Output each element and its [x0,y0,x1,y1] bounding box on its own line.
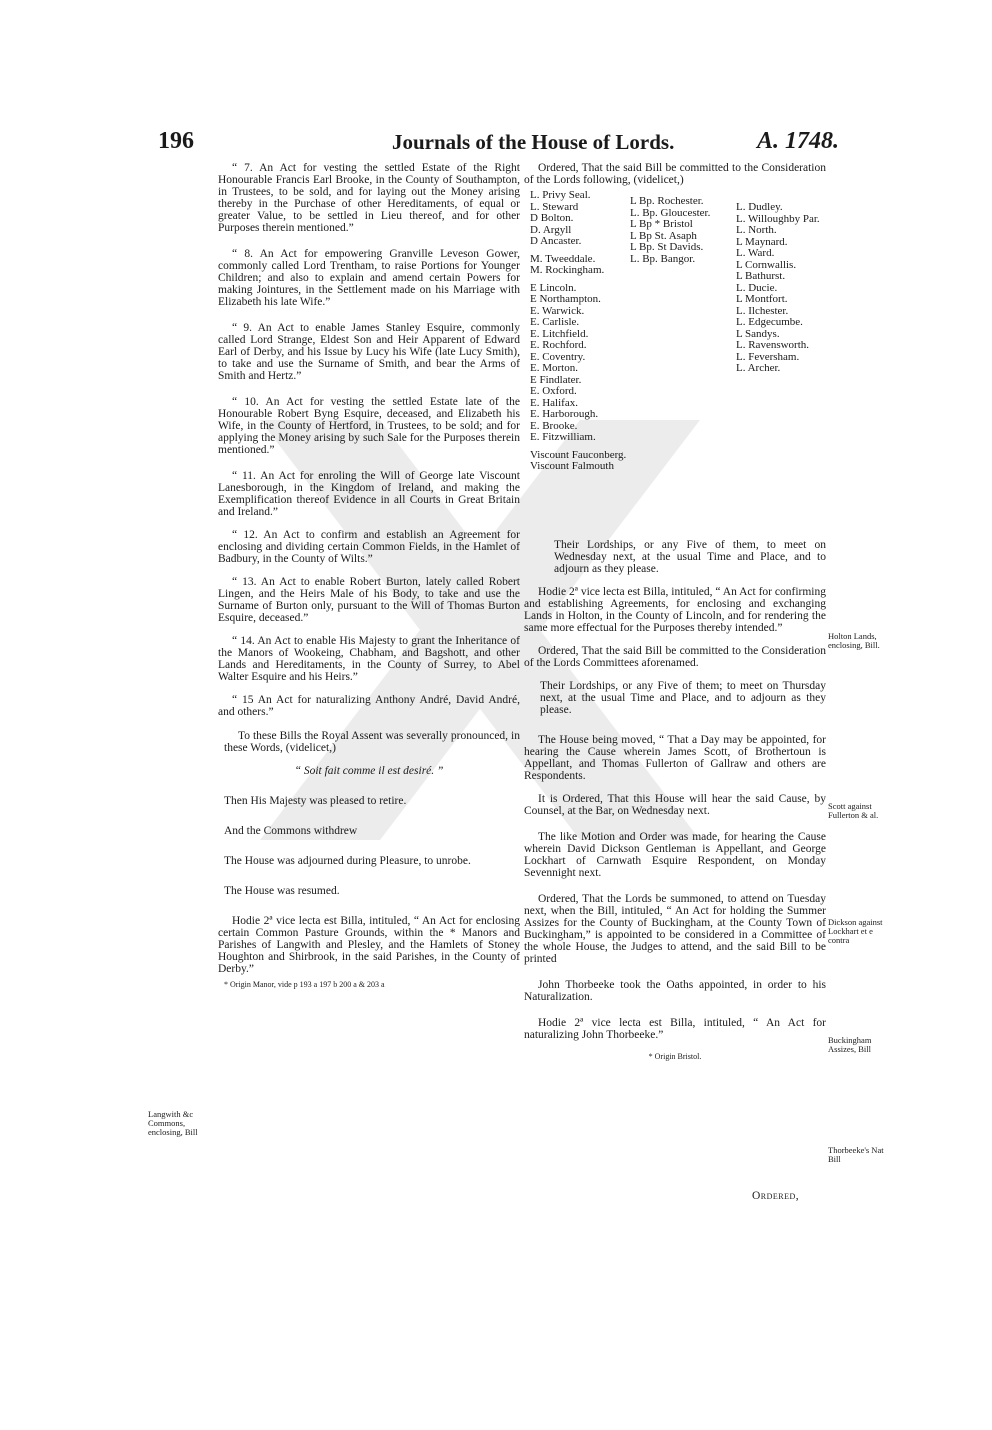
bill-8: “ 8. An Act for empowering Granville Leveson Gower, commonly called Lord Trentham, to raise Portions for Younger Children; and also to explain and amend certain Powers for making Jointures, in the Settlement made on his Marriage with Elizabeth his late Wife.” [218,248,520,308]
lord-name: D Ancaster. [530,235,582,247]
bill-14: “ 14. An Act to enable His Majesty to grant the Inheritance of the Manors of Wookeing, Chabham, and Bagshott, and other Lands and Hereditaments, in the County of Surrey, to Abel Walter Esquire and his Heirs.” [218,635,520,683]
lord-name: L. Willoughby Par. [736,212,820,225]
lord-name: L. North. [736,224,777,236]
lord-name: L. Archer. [736,362,781,374]
langwith-bill: Hodie 2ª vice lecta est Billa, intituled, “ An Act for enclosing certain Common Pasture Grounds, within the * Manors and Parishes of Langwith and Plesley, and the Hamlets of Stoney Houghton and Shirbrook, in the said Parishes, in the County of Derby.” [218,915,520,975]
lord-name: E. Carlisle. [530,316,580,328]
motion-dickson: The like Motion and Order was made, for hearing the Cause wherein David Dickson Gentleman is Appellant, and George Lockhart of Carnwath Esquire Respondent, on Monday Sevennight next. [524,831,826,879]
lord-name: L. Edgecumbe. [736,316,803,328]
commons-withdrew: And the Commons withdrew [224,825,358,837]
ordered-committee-2: Ordered, That the said Bill be committed to the Consideration of the Lords Committees aforenamed. [524,645,826,669]
ordered-summon-lords: Ordered, That the Lords be summoned, to attend on Tuesday next, when the Bill, intituled, “ An Act for holding the Summer Assizes for the County of Buckingham, at the County Town of Buckingham,” is appointed to be considered in a Committee of the whole House, the Judges to attend, and the said Bill to be printed [524,893,826,965]
lord-name: L Bp. St Davids. [630,241,704,253]
lords-list-col-1 [530,190,640,473]
bill-11: “ 11. An Act for enroling the Will of George late Viscount Lanesborough, in the Kingdom of Ireland, and making the Exemplification thereof Evidence in all Courts in Great Britain and Ireland.” [218,470,520,518]
margin-note-langwith: Langwith &c Commons, enclosing, Bill [148,1109,198,1137]
lord-name: Viscount Fauconberg. [530,448,627,461]
right-column [524,162,826,1061]
motion-scott: The House being moved, “ That a Day may be appointed, for hearing the Cause wherein James Scott, of Brothertoun is Appellant, and Thomas Fullerton of Gallraw and others are Respondents. [524,734,826,782]
ordered-committee: Ordered, That the said Bill be committed to the Consideration of the Lords following, (videlicet,) [524,162,826,186]
right-footnote: * Origin Bristol. [648,1052,702,1061]
left-footnote: * Origin Manor, vide p 193 a 197 b 200 a & 203 a [224,980,385,989]
lord-name: L Bp * Bristol [630,218,693,230]
lord-name: E. Litchfield. [530,327,589,340]
lord-name: E. Oxford. [530,385,577,397]
lord-name: E. Coventry. [530,350,586,363]
lord-name: L. Ravensworth. [736,339,810,351]
page-title: Journals of the House of Lords. [392,130,675,154]
thorbeeke-oaths: John Thorbeeke took the Oaths appointed, in order to his Naturalization. [524,979,826,1003]
lord-name: E Northampton. [530,293,601,305]
thorbeeke-bill: Hodie 2ª vice lecta est Billa, intituled, “ An Act for naturalizing John Thorbeeke.” [524,1017,826,1041]
bill-7: “ 7. An Act for vesting the settled Estate of the Right Honourable Francis Earl Brooke, in the County of Southampton, in Trustees, to be sold, and for laying out the Money arising thereby in the Purchase of other Hereditaments, of equal or greater Value, to be settled in Lieu thereof, and for other Purposes therein mentioned.” [218,162,520,234]
bill-9: “ 9. An Act to enable James Stanley Esquire, commonly called Lord Strange, Eldest Son and Heir Apparent of Edward Earl of Derby, and his Issue by Lucy his Wife (late Lucy Smith), to take and use the Surname of Smith, and bear the Arms of Smith and Hertz.” [218,322,520,382]
margin-note-holton: Holton Lands, enclosing, Bill. [828,631,880,650]
lord-name: L Bathurst. [736,270,786,282]
meet-thursday: Their Lordships, or any Five of them; to meet on Thursday next, at the usual Time and Place, and to adjourn as they please. [540,680,826,716]
lord-name: D. Argyll [530,223,572,236]
lord-name: L. Dudley. [736,201,783,213]
lord-name: L. Bp. Bangor. [630,252,696,265]
bill-10: “ 10. An Act for vesting the settled Estate late of the Honourable Robert Byng Esquire, deceased, and Elizabeth his Wife, in the County of Hertford, in Trustees, to be sold; and for applying the Money arising by such Sale for the Purposes therein mentioned.” [218,396,520,456]
lord-name: L Sandys. [736,327,780,340]
lord-name: M. Rockingham. [530,264,605,276]
lord-name: E. Halifax. [530,396,578,409]
lord-name: L Maynard. [736,235,788,248]
royal-assent-words: “ Soit fait comme il est desiré. ” [294,765,444,777]
lord-name: L. Ward. [736,247,775,259]
lord-name: E Findlater. [530,373,582,386]
margin-note-dickson: Dickson against Lockhart et e contra [828,917,883,945]
lord-name: L. Ducie. [736,281,778,294]
lord-name: E. Fitzwilliam. [530,431,596,443]
house-adjourned: The House was adjourned during Pleasure, to unrobe. [224,855,471,867]
lord-name: Viscount Falmouth [530,460,614,472]
lord-name: L. Privy Seal. [530,189,591,201]
lord-name: L Bp St. Asaph [630,229,697,242]
lord-name: L. Bp. Gloucester. [630,206,711,219]
lords-list-col-2 [630,196,740,265]
left-column [218,162,520,989]
lord-name: D Bolton. [530,212,574,224]
lord-name: M. Tweeddale. [530,252,596,265]
lord-name: L Cornwallis. [736,258,797,271]
bill-13: “ 13. An Act to enable Robert Burton, lately called Robert Lingen, and the Heirs Male of his Body, to take and use the Surname of Burton only, pursuant to the Will of Thomas Burton Esquire, deceased.” [218,576,520,624]
lords-committee-list [524,190,826,533]
page-number: 196 [158,128,194,154]
bill-12: “ 12. An Act to confirm and establish an Agreement for enclosing and dividing certain Common Fields, in the Hamlet of Badbury, in the County of Wilts.” [218,529,520,565]
margin-note-thorbeeke: Thorbeeke's Nat Bill [828,1145,884,1164]
lord-name: L. Ilchester. [736,304,789,317]
lord-name: L. Feversham. [736,350,800,363]
page-header [0,128,992,162]
lord-name: L. Steward [530,200,579,213]
ordered-hear-cause: It is Ordered, That this House will hear the said Cause, by Counsel, at the Bar, on Wednesday next. [524,793,826,817]
margin-note-scott: Scott against Fullerton & al. [828,801,879,820]
house-resumed: The House was resumed. [224,885,340,897]
lord-name: L Montfort. [736,293,788,305]
lords-list-col-3 [736,202,836,375]
bill-15: “ 15 An Act for naturalizing Anthony André, David André, and others.” [218,694,520,718]
lord-name: E. Warwick. [530,304,585,317]
lord-name: E. Brooke. [530,419,578,432]
lord-name: L Bp. Rochester. [630,195,704,207]
royal-assent-intro: To these Bills the Royal Assent was severally pronounced, in these Words, (videlicet,) [224,730,520,754]
page-year: A. 1748. [757,128,840,154]
holton-bill: Hodie 2ª vice lecta est Billa, intituled, “ An Act for confirming and establishing Agreements, for enclosing and exchanging Lands in Holton, in the County of Lincoln, and for rendering the same more effectual for the Purposes thereby intended.” [524,586,826,634]
majesty-retire: Then His Majesty was pleased to retire. [224,795,407,807]
margin-note-buckingham: Buckingham Assizes, Bill [828,1035,872,1054]
lord-name: E. Rochford. [530,339,587,351]
lord-name: E. Harborough. [530,408,599,420]
catchword: Ordered, [752,1190,800,1202]
meet-wednesday: Their Lordships, or any Five of them, to meet on Wednesday next, at the usual Time and Place, and to adjourn as they please. [554,539,826,575]
lord-name: E. Morton. [530,362,578,374]
lord-name: E Lincoln. [530,281,577,294]
